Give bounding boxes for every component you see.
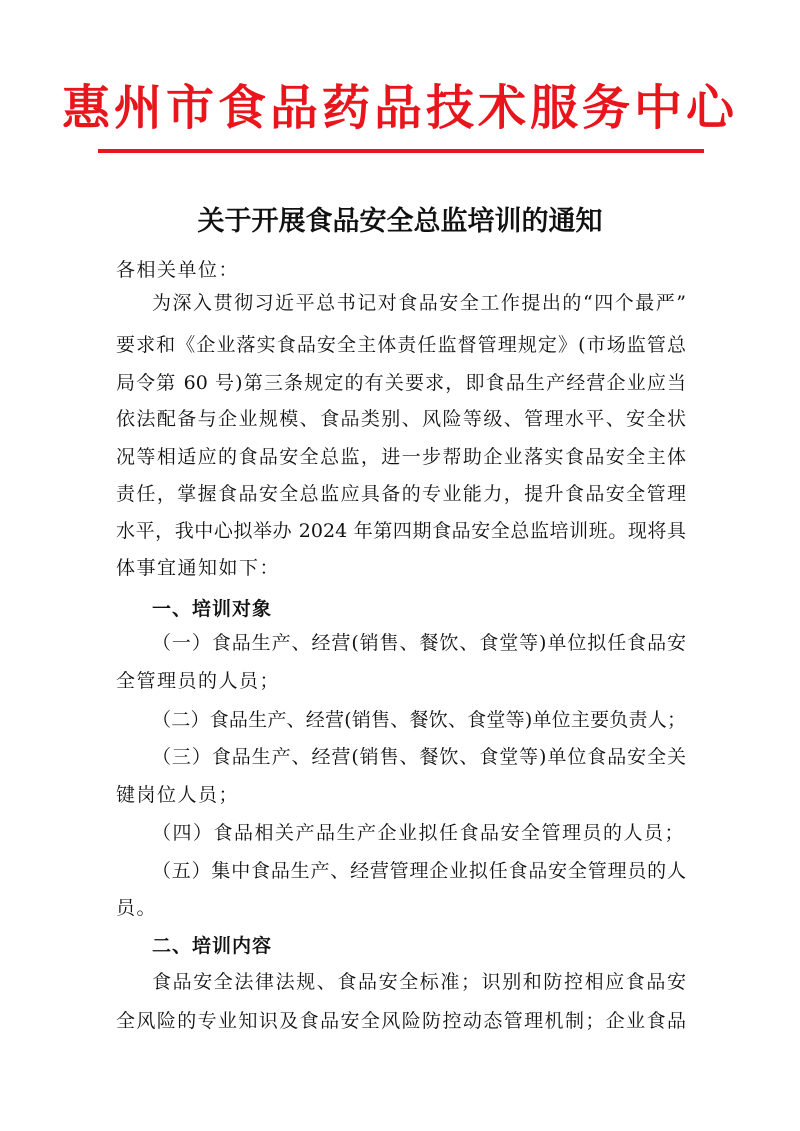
section-heading: 一、培训对象 xyxy=(152,598,273,620)
body-line: （三）食品生产、经营(销售、餐饮、食堂等)单位食品安全关 xyxy=(152,746,686,768)
notice-title: 关于开展食品安全总监培训的通知 xyxy=(197,206,603,237)
body-line: 员。 xyxy=(116,897,158,919)
body-line: 全管理员的人员； xyxy=(116,670,281,692)
salutation: 各相关单位： xyxy=(116,259,240,281)
body-line: （二）食品生产、经营(销售、餐饮、食堂等)单位主要负责人； xyxy=(152,709,686,731)
body-line: 局令第 60 号)第三条规定的有关要求，即食品生产经营企业应当 xyxy=(116,372,686,394)
body-line: 责任，掌握食品安全总监应具备的专业能力，提升食品安全管理 xyxy=(116,483,686,505)
section-heading: 二、培训内容 xyxy=(152,935,273,957)
body-line: （五）集中食品生产、经营管理企业拟任食品安全管理员的人 xyxy=(152,860,686,882)
body-line: 为深入贯彻习近平总书记对食品安全工作提出的“四个最严” xyxy=(152,292,686,314)
body-line: 况等相适应的食品安全总监，进一步帮助企业落实食品安全主体 xyxy=(116,446,686,468)
body-line: 食品安全法律法规、食品安全标准；识别和防控相应食品安 xyxy=(152,971,686,993)
letterhead-red-rule xyxy=(98,149,704,153)
letterhead-org-name: 惠州市食品药品技术服务中心 xyxy=(61,80,738,136)
body-line: 键岗位人员； xyxy=(116,784,240,806)
body-line: 体事宜通知如下： xyxy=(116,557,281,579)
body-line: （一）食品生产、经营(销售、餐饮、食堂等)单位拟任食品安 xyxy=(152,632,686,654)
body-line: 依法配备与企业规模、食品类别、风险等级、管理水平、安全状 xyxy=(116,408,686,430)
body-line: 水平，我中心拟举办 2024 年第四期食品安全总监培训班。现将具 xyxy=(116,520,686,542)
body-line: 全风险的专业知识及食品安全风险防控动态管理机制；企业食品 xyxy=(116,1010,686,1032)
body-line: 要求和《企业落实食品安全主体责任监督管理规定》(市场监管总 xyxy=(116,334,686,356)
body-line: （四）食品相关产品生产企业拟任食品安全管理员的人员； xyxy=(152,822,686,844)
